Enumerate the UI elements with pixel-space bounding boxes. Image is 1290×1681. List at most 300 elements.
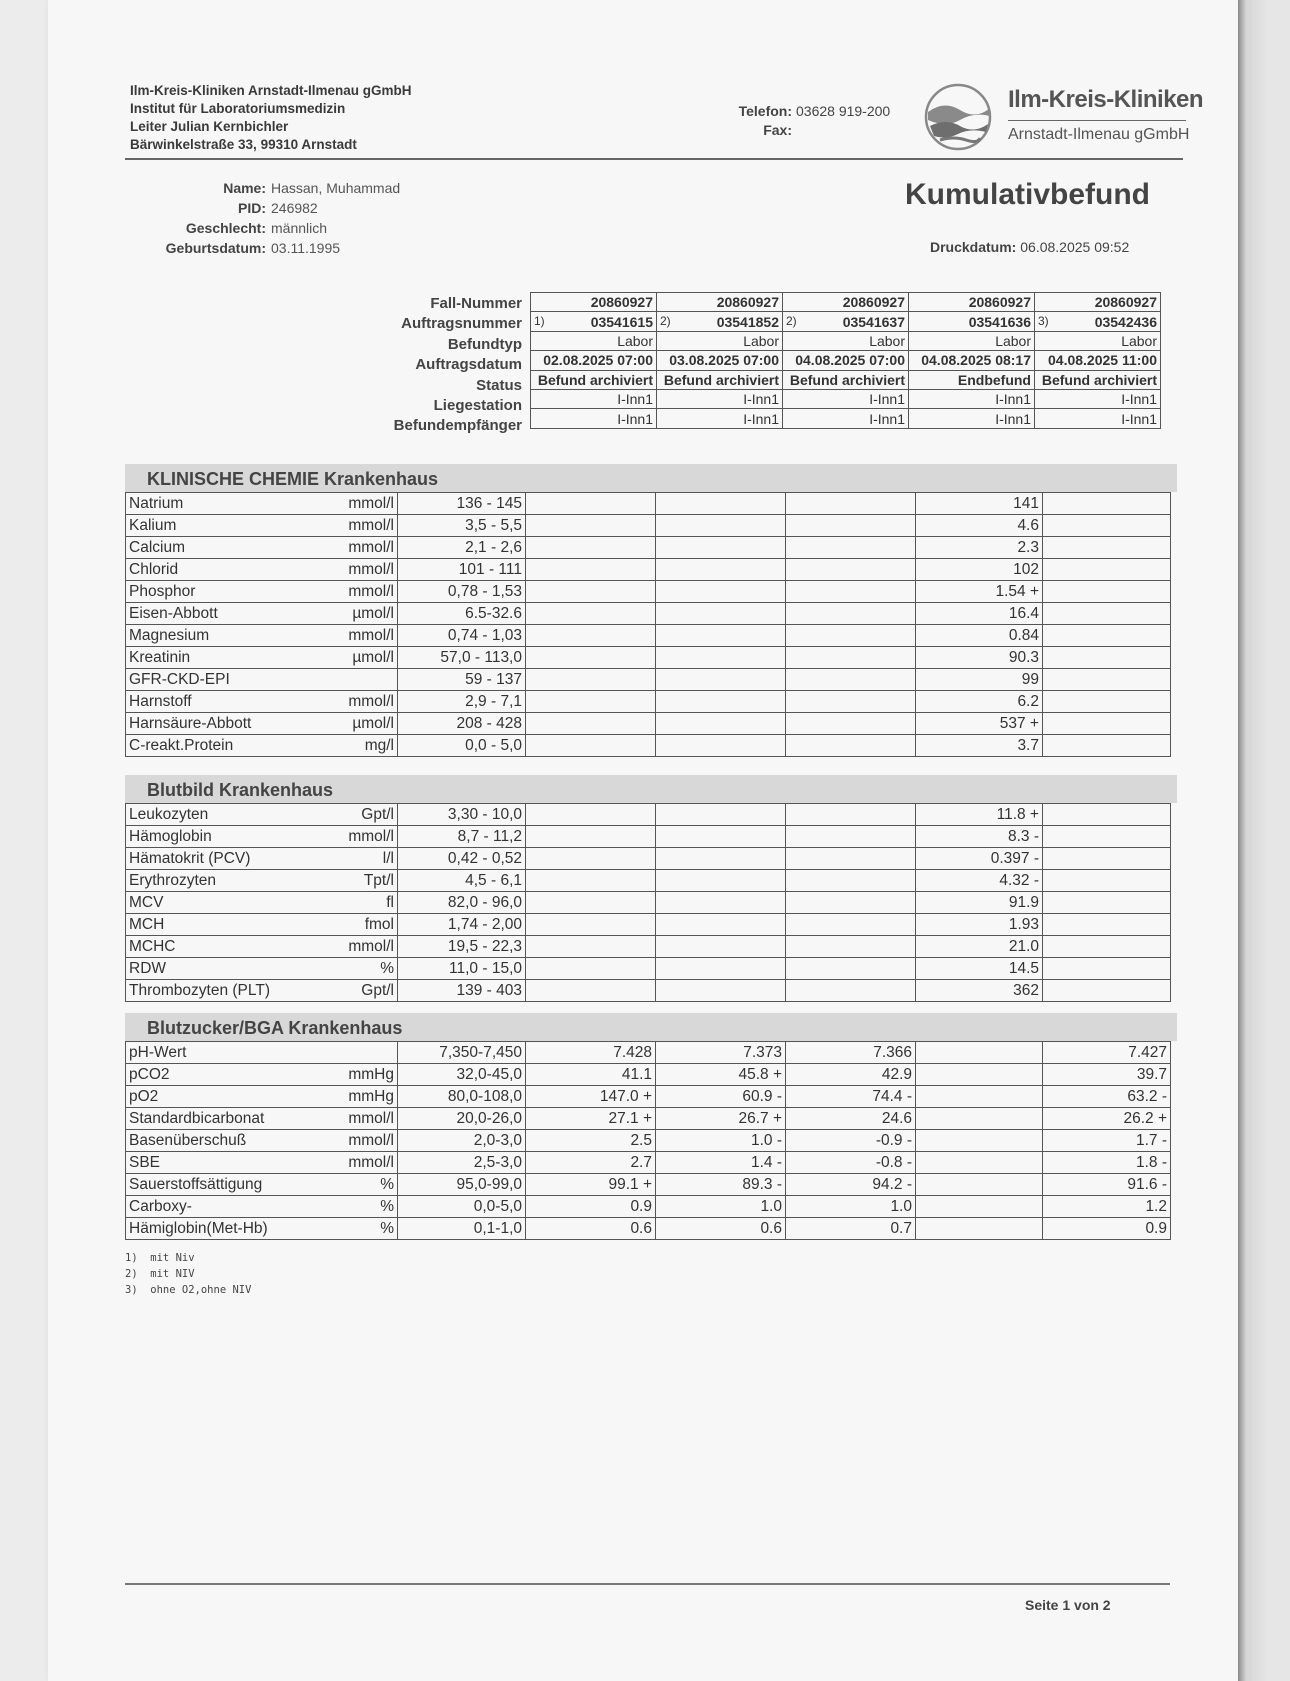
analyte-unit: mmol/l [336, 515, 398, 537]
analyte-unit: mmHg [336, 1064, 398, 1086]
result-value [656, 691, 786, 713]
order-cell [909, 409, 1035, 428]
result-value [1043, 892, 1171, 914]
result-value [786, 936, 916, 958]
result-value [786, 848, 916, 870]
result-value: 3.7 [916, 735, 1043, 757]
result-table [125, 1041, 1171, 1240]
result-value: 141 [916, 493, 1043, 515]
order-cell [1035, 331, 1161, 350]
clinic-logo [920, 82, 1204, 152]
analyte-unit: mmol/l [336, 559, 398, 581]
result-value [916, 1108, 1043, 1130]
analyte-unit: mmol/l [336, 581, 398, 603]
result-value [656, 870, 786, 892]
result-value: 1.8 - [1043, 1152, 1171, 1174]
order-cell [783, 370, 909, 389]
result-value: 24.6 [786, 1108, 916, 1130]
result-value [1043, 669, 1171, 691]
order-cell [657, 351, 783, 370]
result-value [526, 914, 656, 936]
result-value: 42.9 [786, 1064, 916, 1086]
result-value: -0.8 - [786, 1152, 916, 1174]
footnote-ref: 1) [534, 314, 545, 329]
result-value [656, 515, 786, 537]
analyte-unit: mmol/l [336, 1130, 398, 1152]
table-row [126, 804, 1171, 826]
result-value [786, 647, 916, 669]
reference-range: 4,5 - 6,1 [398, 870, 526, 892]
result-value: 362 [916, 980, 1043, 1002]
reference-range: 0,0-5,0 [398, 1196, 526, 1218]
result-value [1043, 980, 1171, 1002]
reference-range: 82,0 - 96,0 [398, 892, 526, 914]
result-value [1043, 537, 1171, 559]
result-value [786, 625, 916, 647]
table-row [126, 603, 1171, 625]
result-value [786, 515, 916, 537]
order-value: Labor [995, 332, 1031, 349]
result-value: 8.3 - [916, 826, 1043, 848]
table-row [126, 691, 1171, 713]
analyte-name: pH-Wert [126, 1042, 336, 1064]
result-value [786, 493, 916, 515]
result-value [916, 1086, 1043, 1108]
header-divider [125, 158, 1183, 160]
order-cell [783, 293, 909, 312]
order-value: I-Inn1 [869, 410, 905, 427]
table-row [126, 1086, 1171, 1108]
reference-range: 80,0-108,0 [398, 1086, 526, 1108]
result-value [786, 735, 916, 757]
result-value [786, 804, 916, 826]
order-value: 03541637 [842, 313, 905, 330]
analyte-name: Magnesium [126, 625, 336, 647]
print-date-value: 06.08.2025 09:52 [1020, 239, 1130, 255]
analyte-unit: Gpt/l [336, 804, 398, 826]
order-cell [909, 370, 1035, 389]
result-value: 16.4 [916, 603, 1043, 625]
reference-range: 32,0-45,0 [398, 1064, 526, 1086]
result-value [1043, 735, 1171, 757]
order-label: Auftragsnummer [401, 315, 522, 333]
result-value [1043, 691, 1171, 713]
result-value [526, 581, 656, 603]
analyte-unit: % [336, 1218, 398, 1240]
analyte-unit: fl [336, 892, 398, 914]
logo-divider [1008, 120, 1186, 121]
analyte-name: Kalium [126, 515, 336, 537]
result-value [916, 1042, 1043, 1064]
order-value: 03542436 [1094, 313, 1157, 330]
analyte-unit: mmol/l [336, 936, 398, 958]
analyte-name: MCV [126, 892, 336, 914]
result-value [1043, 493, 1171, 515]
order-value: 03541636 [968, 313, 1031, 330]
order-value: I-Inn1 [1121, 391, 1157, 408]
order-cell [531, 312, 657, 331]
table-row [126, 1108, 1171, 1130]
result-value [656, 647, 786, 669]
patient-dob: 03.11.1995 [271, 240, 341, 256]
result-value [786, 980, 916, 1002]
analyte-name: GFR-CKD-EPI [126, 669, 336, 691]
result-value [656, 980, 786, 1002]
result-value [1043, 804, 1171, 826]
order-cell [909, 312, 1035, 331]
order-value: I-Inn1 [743, 391, 779, 408]
reference-range: 2,0-3,0 [398, 1130, 526, 1152]
result-value [526, 537, 656, 559]
order-value: I-Inn1 [995, 410, 1031, 427]
analyte-name: Sauerstoffsättigung [126, 1174, 336, 1196]
result-value: 63.2 - [1043, 1086, 1171, 1108]
reference-range: 1,74 - 2,00 [398, 914, 526, 936]
result-value: 27.1 + [526, 1108, 656, 1130]
result-value [526, 603, 656, 625]
table-row [126, 515, 1171, 537]
institution-address [130, 82, 412, 154]
order-label: Auftragsdatum [415, 356, 522, 374]
order-label: Liegestation [433, 397, 522, 415]
result-value [1043, 713, 1171, 735]
page-number: Seite 1 von 2 [1025, 1597, 1111, 1613]
order-cell [657, 293, 783, 312]
table-row [126, 826, 1171, 848]
order-cell [1035, 351, 1161, 370]
result-value: 0.9 [526, 1196, 656, 1218]
reference-range: 7,350-7,450 [398, 1042, 526, 1064]
order-cell [657, 312, 783, 331]
result-value [1043, 958, 1171, 980]
order-value: Befund archiviert [537, 371, 653, 388]
footnote-ref: 2) [786, 314, 797, 329]
result-value: 91.9 [916, 892, 1043, 914]
analyte-name: Standardbicarbonat [126, 1108, 336, 1130]
result-value [916, 1174, 1043, 1196]
reference-range: 0,42 - 0,52 [398, 848, 526, 870]
result-value [786, 537, 916, 559]
order-cell [657, 331, 783, 350]
result-value [526, 515, 656, 537]
reference-range: 57,0 - 113,0 [398, 647, 526, 669]
order-cell [909, 331, 1035, 350]
section-header: Blutbild Krankenhaus [125, 775, 1177, 803]
print-date-label: Druckdatum: [930, 239, 1017, 255]
order-value: I-Inn1 [617, 410, 653, 427]
order-cell [783, 312, 909, 331]
reference-range: 95,0-99,0 [398, 1174, 526, 1196]
order-value: I-Inn1 [995, 391, 1031, 408]
analyte-unit: µmol/l [336, 603, 398, 625]
analyte-unit: l/l [336, 848, 398, 870]
result-value [526, 892, 656, 914]
order-value: Befund archiviert [789, 371, 905, 388]
table-row [126, 914, 1171, 936]
analyte-name: Hämoglobin [126, 826, 336, 848]
table-row [126, 1130, 1171, 1152]
result-value: 1.7 - [1043, 1130, 1171, 1152]
result-value: 7.373 [656, 1042, 786, 1064]
result-value: 0.9 [1043, 1218, 1171, 1240]
table-row [126, 958, 1171, 980]
result-value [656, 603, 786, 625]
order-cell [1035, 293, 1161, 312]
analyte-name: Hämatokrit (PCV) [126, 848, 336, 870]
table-row [126, 669, 1171, 691]
order-cell [909, 293, 1035, 312]
result-value: 0.7 [786, 1218, 916, 1240]
footnote-line: 1) mit Niv [125, 1252, 195, 1264]
result-value: 26.7 + [656, 1108, 786, 1130]
result-value [526, 647, 656, 669]
analyte-name: SBE [126, 1152, 336, 1174]
result-value: 7.427 [1043, 1042, 1171, 1064]
analyte-unit: mmol/l [336, 625, 398, 647]
result-value: 0.397 - [916, 848, 1043, 870]
result-value [526, 936, 656, 958]
reference-range: 3,5 - 5,5 [398, 515, 526, 537]
order-value: Endbefund [957, 371, 1031, 388]
analyte-name: Basenüberschuß [126, 1130, 336, 1152]
analyte-name: Harnsäure-Abbott [126, 713, 336, 735]
order-value: 20860927 [842, 294, 905, 311]
result-value: 11.8 + [916, 804, 1043, 826]
institution-line: Ilm-Kreis-Kliniken Arnstadt-Ilmenau gGmbH [130, 83, 412, 98]
result-value: 2.7 [526, 1152, 656, 1174]
order-value: I-Inn1 [869, 391, 905, 408]
analyte-name: Leukozyten [126, 804, 336, 826]
result-value: 537 + [916, 713, 1043, 735]
result-value [526, 493, 656, 515]
result-value: 2.5 [526, 1130, 656, 1152]
result-value [526, 735, 656, 757]
order-cell [1035, 389, 1161, 408]
analyte-name: Eisen-Abbott [126, 603, 336, 625]
order-row-fall [531, 293, 1161, 312]
result-value [786, 958, 916, 980]
result-value [1043, 581, 1171, 603]
order-row-station [531, 389, 1161, 408]
result-value [656, 537, 786, 559]
result-value [1043, 515, 1171, 537]
analyte-unit: mmol/l [336, 691, 398, 713]
footnote-ref: 2) [660, 314, 671, 329]
result-value: 89.3 - [656, 1174, 786, 1196]
print-date [930, 239, 1129, 255]
result-value [526, 713, 656, 735]
order-row-empf [531, 409, 1161, 428]
analyte-unit [336, 669, 398, 691]
result-value: -0.9 - [786, 1130, 916, 1152]
table-row [126, 892, 1171, 914]
order-value: 03.08.2025 07:00 [669, 352, 779, 369]
contact-info [700, 102, 890, 140]
analyte-name: RDW [126, 958, 336, 980]
dob-label: Geburtsdatum: [165, 240, 266, 256]
institution-line: Bärwinkelstraße 33, 99310 Arnstadt [130, 137, 357, 152]
result-value [656, 914, 786, 936]
result-value: 41.1 [526, 1064, 656, 1086]
order-value: Labor [617, 332, 653, 349]
logo-title: Ilm-Kreis-Kliniken [1008, 86, 1204, 113]
result-value [916, 1196, 1043, 1218]
result-value: 1.4 - [656, 1152, 786, 1174]
patient-pid: 246982 [271, 200, 318, 216]
order-value: 03541615 [590, 313, 653, 330]
table-row [126, 493, 1171, 515]
analyte-name: Erythrozyten [126, 870, 336, 892]
result-value [656, 735, 786, 757]
section-header: KLINISCHE CHEMIE Krankenhaus [125, 464, 1177, 492]
result-value: 6.2 [916, 691, 1043, 713]
order-value: 04.08.2025 11:00 [1048, 352, 1157, 369]
analyte-name: MCH [126, 914, 336, 936]
reference-range: 3,30 - 10,0 [398, 804, 526, 826]
result-value [1043, 559, 1171, 581]
analyte-unit: mg/l [336, 735, 398, 757]
result-value: 2.3 [916, 537, 1043, 559]
table-row [126, 647, 1171, 669]
page-edge-shadow [1238, 0, 1290, 1681]
table-row [126, 1064, 1171, 1086]
reference-range: 0,78 - 1,53 [398, 581, 526, 603]
reference-range: 59 - 137 [398, 669, 526, 691]
result-value [656, 559, 786, 581]
reference-range: 0,0 - 5,0 [398, 735, 526, 757]
order-value: 20860927 [716, 294, 779, 311]
order-label: Befundempfänger [393, 417, 522, 435]
reference-range: 2,9 - 7,1 [398, 691, 526, 713]
table-row [126, 1196, 1171, 1218]
order-cell [531, 409, 657, 428]
result-value: 99 [916, 669, 1043, 691]
order-value: I-Inn1 [743, 410, 779, 427]
result-value [1043, 625, 1171, 647]
table-row [126, 559, 1171, 581]
result-value [786, 669, 916, 691]
footnote-line: 2) mit NIV [125, 1268, 195, 1280]
analyte-unit: mmol/l [336, 826, 398, 848]
order-value: 20860927 [590, 294, 653, 311]
table-row [126, 870, 1171, 892]
result-value [526, 559, 656, 581]
result-value [786, 581, 916, 603]
analyte-unit: µmol/l [336, 647, 398, 669]
result-value [1043, 603, 1171, 625]
result-value [1043, 870, 1171, 892]
result-value [656, 936, 786, 958]
analyte-name: pCO2 [126, 1064, 336, 1086]
order-value: 20860927 [968, 294, 1031, 311]
result-value [786, 914, 916, 936]
wave-circle-logo-icon [920, 82, 996, 152]
result-value [786, 826, 916, 848]
reference-range: 2,1 - 2,6 [398, 537, 526, 559]
result-value [916, 1218, 1043, 1240]
result-value [526, 980, 656, 1002]
result-value [656, 713, 786, 735]
result-value [786, 691, 916, 713]
order-value: 20860927 [1094, 294, 1157, 311]
result-value: 7.366 [786, 1042, 916, 1064]
result-value [916, 1064, 1043, 1086]
order-cell [1035, 312, 1161, 331]
reference-range: 6.5-32.6 [398, 603, 526, 625]
order-cell [1035, 370, 1161, 389]
order-value: Befund archiviert [1041, 371, 1157, 388]
result-value [916, 1130, 1043, 1152]
order-value: Labor [869, 332, 905, 349]
result-value: 1.0 - [656, 1130, 786, 1152]
table-row [126, 848, 1171, 870]
result-value [1043, 936, 1171, 958]
analyte-name: Kreatinin [126, 647, 336, 669]
reference-range: 11,0 - 15,0 [398, 958, 526, 980]
analyte-name: C-reakt.Protein [126, 735, 336, 757]
order-row-typ [531, 331, 1161, 350]
institution-line: Leiter Julian Kernbichler [130, 119, 289, 134]
patient-name: Hassan, Muhammad [271, 180, 401, 196]
order-cell [657, 409, 783, 428]
order-value: Labor [743, 332, 779, 349]
order-cell [531, 370, 657, 389]
result-value [656, 958, 786, 980]
order-value: Labor [1121, 332, 1157, 349]
phone-label: Telefon: [738, 103, 792, 119]
result-value: 1.54 + [916, 581, 1043, 603]
result-table [125, 803, 1171, 1002]
analyte-unit: % [336, 1174, 398, 1196]
result-value [526, 826, 656, 848]
result-value: 0.6 [526, 1218, 656, 1240]
result-value: 74.4 - [786, 1086, 916, 1108]
table-row [126, 1218, 1171, 1240]
order-cell [1035, 409, 1161, 428]
order-cell [657, 389, 783, 408]
result-value: 39.7 [1043, 1064, 1171, 1086]
result-value: 45.8 + [656, 1064, 786, 1086]
order-cell [909, 389, 1035, 408]
result-value: 4.32 - [916, 870, 1043, 892]
order-value: 04.08.2025 08:17 [921, 352, 1031, 369]
order-label: Status [476, 376, 522, 394]
analyte-name: Carboxy- [126, 1196, 336, 1218]
order-value: Befund archiviert [663, 371, 779, 388]
result-value: 147.0 + [526, 1086, 656, 1108]
result-value: 21.0 [916, 936, 1043, 958]
reference-range: 139 - 403 [398, 980, 526, 1002]
reference-range: 0,1-1,0 [398, 1218, 526, 1240]
result-value: 0.84 [916, 625, 1043, 647]
result-value [526, 625, 656, 647]
analyte-name: Thrombozyten (PLT) [126, 980, 336, 1002]
order-cell [531, 331, 657, 350]
analyte-name: Calcium [126, 537, 336, 559]
institution-line: Institut für Laboratoriumsmedizin [130, 101, 346, 116]
result-value [656, 669, 786, 691]
table-row [126, 1152, 1171, 1174]
table-row [126, 980, 1171, 1002]
order-row-datum [531, 351, 1161, 370]
result-value [786, 892, 916, 914]
analyte-unit: Gpt/l [336, 980, 398, 1002]
result-value: 102 [916, 559, 1043, 581]
result-value: 1.0 [786, 1196, 916, 1218]
result-value: 90.3 [916, 647, 1043, 669]
result-value [786, 713, 916, 735]
analyte-unit: Tpt/l [336, 870, 398, 892]
